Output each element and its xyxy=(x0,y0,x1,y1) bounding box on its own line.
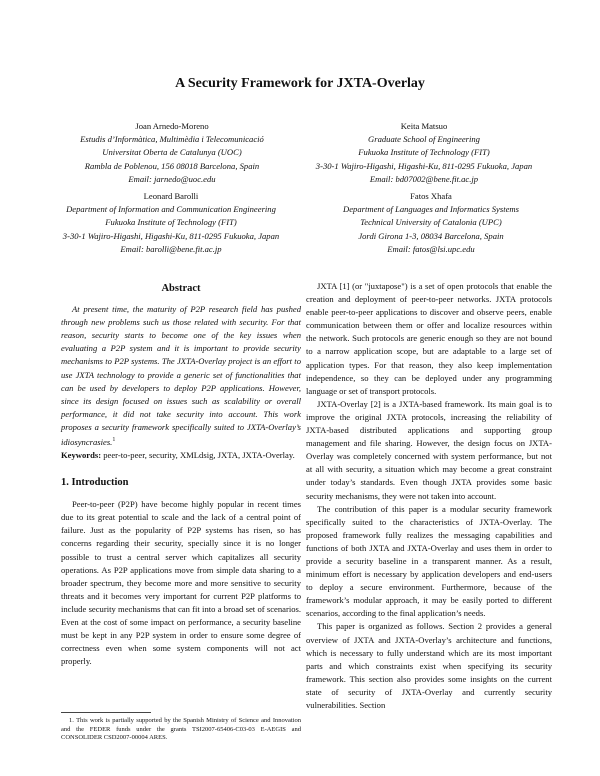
abstract-body-text: At present time, the maturity of P2P research field has pushed through new problems such us those related with security. For that reason, security starts to become one of the key issues when evaluating a P2P system and it is important to provide security mechanisms to P2P systems. The JXTA-Overlay project is an effort to use JXTA technology to provide a generic set of functionalities that can be used by developers to deploy P2P applications. However, since its design focused on issues such as scalability or overall performance, it did not take security into account. This work proposes a security framework specifically suited to JXTA-Overlay’s idiosyncrasies. xyxy=(61,304,301,447)
intro-paragraph: Peer-to-peer (P2P) have become highly popular in recent times due to its great potential to scale and the lack of a central point of failure. Just as the popularity of P2P systems has risen, so has concerns regarding their security, specially since it is no longer possible to trust a central server which capitalizes all security operations. As P2P applications move from simple data sharing to a broader spectrum, they become more and more sensitive to security threats and it becomes very important for current P2P platforms to include security mechanisms that can fit into a broad set of scenarios. Even at the cost of some impact on performance, a security baseline must be kept in any P2P system in order to ensure some degree of correctness even when some system components will not act properly. xyxy=(61,499,301,667)
footnote: 1. This work is partially supported by the Spanish Ministry of Science and Innovation and the FEDER funds under the grants TSI2007-65406-C03-03 E-AEGIS and CONSOLIDER CSD2007-00004 ARES. xyxy=(61,717,301,742)
author-email: Email: barolli@bene.fit.ac.jp xyxy=(120,243,222,254)
author-block xyxy=(293,120,555,186)
author-affiliation: Department of Information and Communication Engineering xyxy=(66,204,276,215)
body-paragraph: JXTA [1] (or "juxtapose") is a set of open protocols that enable the creation and deployment of peer-to-peer networks. JXTA protocols enable peer-to-peer applications to discover and observe peers, enable communication between them or offer and localize resources within the network. Such protocols are generic enough so they are not bound to a narrow application scope, but are adaptable to a large set of application types. For that reason, they also keep implementation independence, so they can be deployed under any programming language or set of transport protocols. xyxy=(306,281,552,396)
left-column xyxy=(61,280,301,668)
author-email: Email: fatos@lsi.upc.edu xyxy=(387,243,475,254)
footnote-mark: 1 xyxy=(112,437,116,444)
body-paragraph: JXTA-Overlay [2] is a JXTA-based framework. Its main goal is to improve the original JXTA protocols, increasing the reliability of JXTA-based distributed applications and supporting group management and file sharing. However, the design focus on JXTA-Overlay was completely concerned with system performance, but not at all with security, a situation which may become a great constraint under today’s standards. Even though JXTA provides some basic security mechanisms, they were not taken into account. xyxy=(306,398,552,501)
author-block xyxy=(40,190,302,256)
author-email: Email: bd07002@bene.fit.ac.jp xyxy=(369,173,479,184)
author-name: Leonard Barolli xyxy=(143,191,199,201)
keywords-label: Keywords: xyxy=(61,449,102,460)
paper-title: A Security Framework for JXTA-Overlay xyxy=(175,76,425,91)
abstract-heading: Abstract xyxy=(161,283,201,294)
author-affiliation: Fukuoka Institute of Technology (FIT) xyxy=(358,147,490,158)
keywords xyxy=(61,449,301,462)
author-block xyxy=(300,190,562,256)
author-affiliation: Department of Languages and Informatics Systems xyxy=(343,204,519,215)
author-name: Fatos Xhafa xyxy=(410,191,452,201)
body-paragraph: This paper is organized as follows. Section 2 provides a general overview of JXTA and JXTA-Overlay’s architecture and functions, which is necessary to fully understand which are its most important parts and which constraints exist when specifying its security framework. This section also provides some insights on the current state of security of JXTA-Overlay and currently security vulnerabilities. Section xyxy=(306,621,552,710)
author-affiliation: Universitat Oberta de Catalunya (UOC) xyxy=(102,147,242,158)
author-email: Email: jarnedo@uoc.edu xyxy=(128,173,216,184)
section-heading-introduction: 1. Introduction xyxy=(61,477,129,489)
author-name: Joan Arnedo-Moreno xyxy=(135,121,209,131)
abstract-text xyxy=(61,303,301,449)
author-affiliation: Technical University of Catalonia (UPC) xyxy=(360,217,502,228)
author-affiliation: Graduate School of Engineering xyxy=(368,134,480,145)
author-address: 3-30-1 Wajiro-Higashi, Higashi-Ku, 811-0295 Fukuoka, Japan xyxy=(315,160,533,171)
author-block xyxy=(38,120,306,186)
author-address: Jordi Girona 1-3, 08034 Barcelona, Spain xyxy=(358,230,504,241)
author-affiliation: Estudis d’Informàtica, Multimèdia i Telecomunicació xyxy=(80,134,264,145)
keywords-text: peer-to-peer, security, XMLdsig, JXTA, JXTA-Overlay. xyxy=(101,449,295,460)
footnote-divider xyxy=(61,712,151,713)
author-name: Keita Matsuo xyxy=(400,121,448,131)
body-paragraph: The contribution of this paper is a modular security framework specifically suited to the characteristics of JXTA-Overlay. The proposed framework fully realizes the messaging capabilities and functions of both JXTA and JXTA-Overlay and uses them in order to provide a security baseline in a transparent manner. As a result, minimum effort is necessary by application developers and end-users to deploy a secure environment. Furthermore, because of the framework’s modular approach, it may be easily ported to different scenarios, according to the final application’s needs. xyxy=(306,503,552,619)
author-address: Rambla de Poblenou, 156 08018 Barcelona, Spain xyxy=(84,160,260,171)
right-column xyxy=(306,280,552,712)
author-affiliation: Fukuoka Institute of Technology (FIT) xyxy=(105,217,237,228)
author-address: 3-30-1 Wajiro-Higashi, Higashi-Ku, 811-0295 Fukuoka, Japan xyxy=(62,230,280,241)
